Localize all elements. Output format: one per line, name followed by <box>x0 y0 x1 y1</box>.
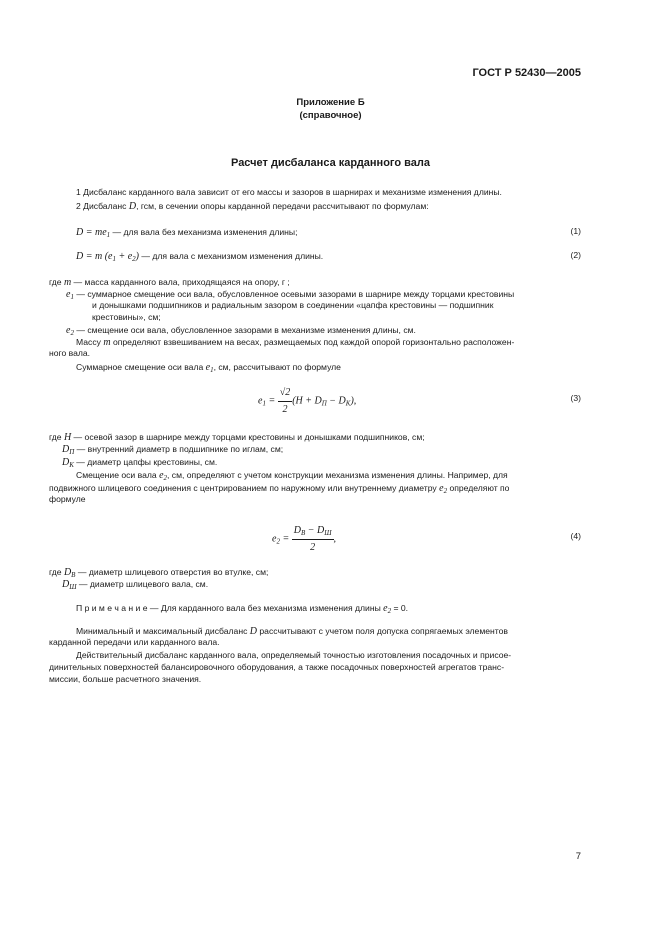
eq2-sub1: 1 <box>112 255 116 263</box>
eq1-m: me <box>94 227 107 238</box>
where-e1-cont-2: крестовины», см; <box>92 312 161 322</box>
eq1-lhs: D <box>76 227 84 238</box>
shift-b: , см, определяют с учетом конструкции механизма изменения длины. Например, для <box>167 470 508 480</box>
section-title: Расчет дисбаланса карданного вала <box>231 157 430 169</box>
mass-var: m <box>103 337 111 348</box>
eq3-lhs-sub: 1 <box>262 399 266 408</box>
actual-paragraph-2: динительных поверхностей балансировочного оборудования, а также посадочных поверхностей агрегатов транс- <box>49 662 505 672</box>
note-text-b: = 0. <box>391 603 409 613</box>
page-number: 7 <box>575 851 581 862</box>
eq3-den: 2 <box>282 403 288 415</box>
appendix-title: Приложение Б <box>296 97 365 108</box>
minmax-paragraph-cont: карданной передачи или карданного вала. <box>49 637 220 647</box>
where1-e2-sub: 2 <box>70 329 74 337</box>
mass-paragraph <box>76 336 514 350</box>
minmax-a: Минимальный и максимальный дисбаланс <box>76 626 248 636</box>
eq4-num-b: − D <box>305 525 325 536</box>
actual-paragraph-1: Действительный дисбаланс карданного вала, определяемый точностью изготовления посадочных и присое- <box>76 650 512 660</box>
shift-c: подвижного шлицевого соединения с центрированием по наружному или внутреннему диаметру <box>49 483 437 493</box>
where3-db-sub: B <box>71 571 76 579</box>
where1-e2-var: e <box>66 325 71 336</box>
equation-4 <box>272 524 336 555</box>
sum-a: Суммарное смещение оси вала <box>76 362 204 372</box>
mass-b: определяют взвешиванием на весах, размещаемых под каждой опорой горизонтально расположен- <box>110 337 515 347</box>
where1-e1-var: e <box>66 289 71 300</box>
minmax-var: D <box>249 626 257 637</box>
where-dsh <box>62 578 208 592</box>
eq2-plus: + e <box>115 251 133 262</box>
where2-h-var: H <box>63 432 72 443</box>
eq4-den: 2 <box>310 542 316 554</box>
shift-var: e <box>159 470 164 481</box>
where1-lead: где <box>49 277 62 287</box>
actual-paragraph-3: миссии, больше расчетного значения. <box>49 674 202 684</box>
equation-3 <box>258 386 356 416</box>
equation-3-number: (3) <box>570 393 581 403</box>
shift-paragraph-cont <box>49 482 509 496</box>
where1-m-var: m <box>63 277 72 288</box>
equation-1-number: (1) <box>570 226 581 236</box>
mass-paragraph-cont: ного вала. <box>49 348 91 358</box>
p2-var: D <box>128 201 137 212</box>
note <box>76 602 408 616</box>
equation-2 <box>76 250 323 264</box>
where3-lead: где <box>49 567 62 577</box>
shift-var2: e <box>439 483 444 494</box>
sum-var: e <box>205 362 211 373</box>
eq2-close: ) <box>135 251 140 262</box>
eq4-tail: , <box>333 533 337 545</box>
paragraph-1: 1 Дисбаланс карданного вала зависит от его массы и зазоров в шарнирах и механизме изменения длины. <box>76 187 502 197</box>
p2-text-b: , гсм, в сечении опоры карданной передачи рассчитывают по формулам: <box>136 201 429 211</box>
eq3-rest-c: ), <box>350 395 357 407</box>
eq4-lhs: e <box>272 533 277 545</box>
eq3-lhs: e <box>258 395 263 407</box>
note-label: П р и м е ч а н и е <box>76 603 148 613</box>
where3-dsh-var: D <box>62 579 70 590</box>
where2-dp-sub: П <box>69 448 75 456</box>
sum-sub: 1 <box>210 366 214 374</box>
eq2-text: — для вала с механизмом изменения длины. <box>139 251 324 261</box>
eq4-num-sub2: Ш <box>324 529 332 537</box>
eq3-sub-k: K <box>345 399 351 408</box>
note-sub: 2 <box>387 607 392 615</box>
standard-number: ГОСТ Р 52430—2005 <box>472 67 581 79</box>
eq1-text: — для вала без механизма изменения длины; <box>110 227 298 237</box>
equation-1 <box>76 226 298 240</box>
eq2-sub2: 2 <box>132 255 136 263</box>
shift-d: определяют по <box>447 483 510 493</box>
where2-lead: где <box>49 432 62 442</box>
shift-a: Смещение оси вала <box>76 470 157 480</box>
p2-text-a: 2 Дисбаланс <box>76 201 127 211</box>
where2-dk-sub: K <box>69 461 74 469</box>
where-e1-cont-1: и донышками подшипников и радиальным зазором в соединении «цапфа крестовины — подшипник <box>92 300 494 310</box>
shift-sub2: 2 <box>443 487 448 495</box>
mass-a: Массу <box>76 337 101 347</box>
where1-e1-sub: 1 <box>70 293 74 301</box>
where2-dp-text: — внутренний диаметр в подшипнике по иглам, см; <box>74 444 284 454</box>
where2-dp-var: D <box>62 444 70 455</box>
eq4-num-sub1: B <box>300 529 306 537</box>
note-var: e <box>383 603 388 614</box>
eq4-num <box>292 524 334 540</box>
eq4-num-a: D <box>293 525 301 536</box>
eq3-rest-b: − D <box>326 395 346 407</box>
where3-db-var: D <box>63 567 72 578</box>
eq3-sub-p: П <box>321 399 327 408</box>
eq2-lhs: D <box>76 251 84 262</box>
where2-dk-text: — диаметр цапфы крестовины, см. <box>73 457 218 467</box>
eq2-m: m (e <box>94 251 113 262</box>
where3-db-text: — диаметр шлицевого отверстия во втулке, см; <box>75 567 269 577</box>
shift-paragraph-cont-2: формуле <box>49 494 86 504</box>
eq3-num: √2 <box>278 386 293 402</box>
note-text-a: — Для карданного вала без механизма изменения длины <box>147 603 381 613</box>
sum-paragraph <box>76 361 341 375</box>
paragraph-2 <box>76 200 429 214</box>
eq1-sub: 1 <box>106 231 111 239</box>
sum-b: , см, рассчитывают по формуле <box>213 362 341 372</box>
eq4-eq: = <box>279 533 292 545</box>
eq3-rest-a: (H + D <box>292 395 322 407</box>
eq2-eq: = <box>83 251 95 262</box>
eq3-fraction <box>278 386 293 416</box>
minmax-b: рассчитывают с учетом поля допуска сопрягаемых элементов <box>257 626 508 636</box>
eq3-eq: = <box>265 395 278 407</box>
eq4-fraction <box>292 524 334 555</box>
where1-e2-text: — смещение оси вала, обусловленное зазорами в механизме изменения длины, см. <box>73 325 416 335</box>
where2-dk-var: D <box>62 457 70 468</box>
where3-dsh-sub: Ш <box>69 583 77 591</box>
equation-2-number: (2) <box>570 250 581 260</box>
where2-h-text: — осевой зазор в шарнире между торцами крестовины и донышками подшипников, см; <box>71 432 425 442</box>
equation-4-number: (4) <box>570 531 581 541</box>
where1-m-text: — масса карданного вала, приходящаяся на опору, г ; <box>71 277 290 287</box>
shift-sub: 2 <box>163 474 168 482</box>
eq4-lhs-sub: 2 <box>276 537 280 546</box>
where1-e1-text-1: — суммарное смещение оси вала, обусловленное осевыми зазорами в шарнире между торцами крестовины <box>73 289 515 299</box>
where3-dsh-text: — диаметр шлицевого вала, см. <box>76 579 209 589</box>
eq1-eq: = <box>83 227 95 238</box>
appendix-subtitle: (справочное) <box>299 110 362 121</box>
